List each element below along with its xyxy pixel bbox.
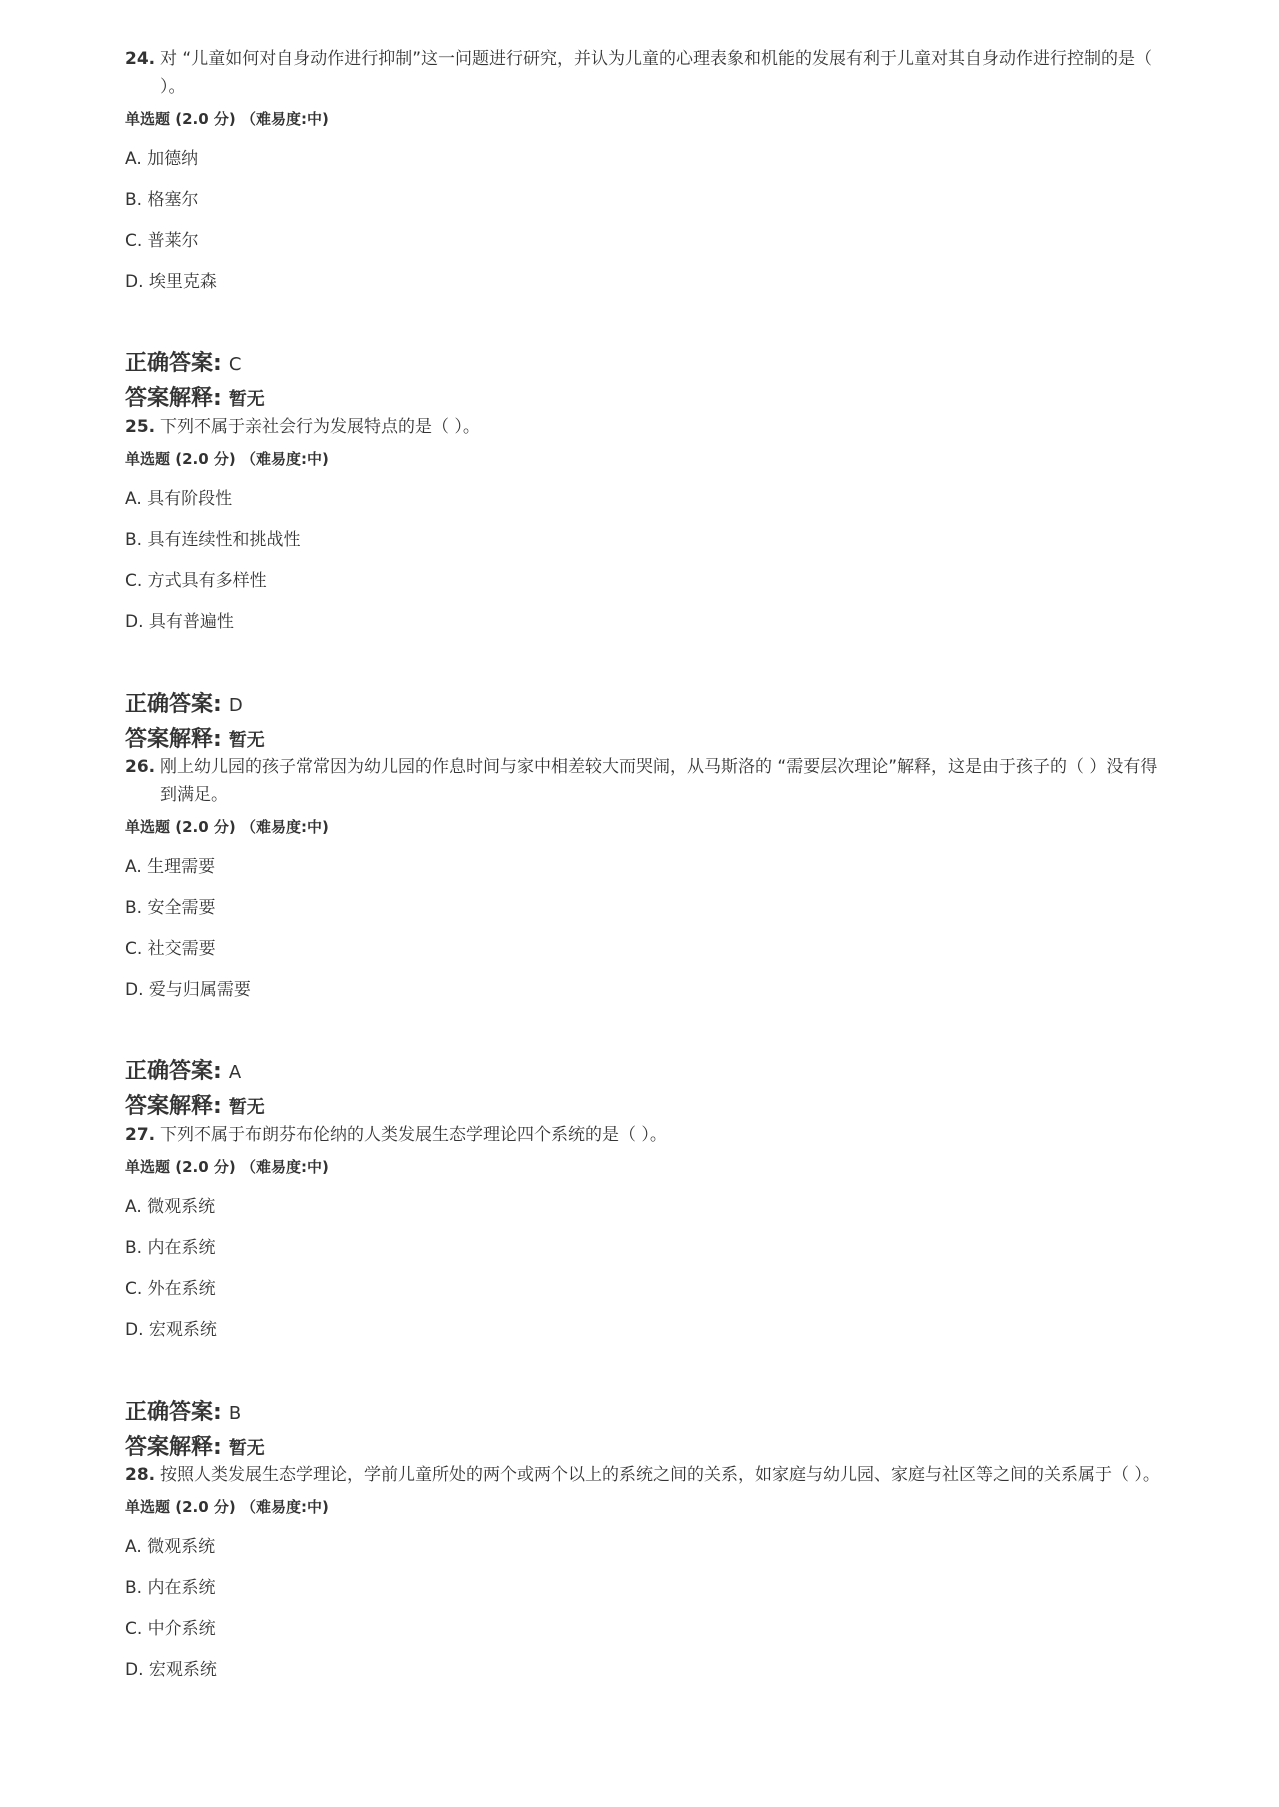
explanation-label: 答案解释: xyxy=(125,727,222,752)
option-c: C. 普莱尔 xyxy=(125,231,199,251)
question-meta: 单选题 (2.0 分) （难易度:中) xyxy=(125,110,329,128)
option-a: A. 具有阶段性 xyxy=(125,489,233,509)
question-stem xyxy=(125,45,1160,101)
correct-answer-value: B xyxy=(228,1403,242,1424)
option-a: A. 加德纳 xyxy=(125,149,199,169)
answer-block-27 xyxy=(125,1396,265,1466)
explanation-label: 答案解释: xyxy=(125,1435,222,1460)
correct-answer-label: 正确答案: xyxy=(125,1059,222,1084)
explanation-value: 暂无 xyxy=(228,1097,265,1118)
option-c: C. 社交需要 xyxy=(125,939,216,959)
question-meta: 单选题 (2.0 分) （难易度:中) xyxy=(125,1498,329,1516)
option-d: D. 宏观系统 xyxy=(125,1660,217,1680)
explanation-label: 答案解释: xyxy=(125,386,222,411)
option-b: B. 具有连续性和挑战性 xyxy=(125,530,301,550)
answer-block-24 xyxy=(125,347,265,417)
question-number: 25. xyxy=(125,417,156,437)
option-c: C. 外在系统 xyxy=(125,1279,216,1299)
option-c: C. 中介系统 xyxy=(125,1619,216,1639)
question-28 xyxy=(125,1461,1160,1691)
question-number: 27. xyxy=(125,1125,156,1145)
question-text: 下列不属于布朗芬布伦纳的人类发展生态学理论四个系统的是（ ）。 xyxy=(160,1125,667,1145)
question-stem xyxy=(125,413,1160,441)
answer-block-26 xyxy=(125,1055,265,1125)
question-27 xyxy=(125,1121,1160,1351)
question-number: 24. xyxy=(125,49,156,69)
correct-answer xyxy=(125,688,265,723)
question-text: 下列不属于亲社会行为发展特点的是（ ）。 xyxy=(160,417,480,437)
option-d: D. 埃里克森 xyxy=(125,272,217,292)
option-b: B. 格塞尔 xyxy=(125,190,199,210)
explanation-value: 暂无 xyxy=(228,1438,265,1459)
correct-answer xyxy=(125,347,265,382)
option-b: B. 安全需要 xyxy=(125,898,216,918)
correct-answer xyxy=(125,1396,265,1431)
correct-answer-value: D xyxy=(228,695,243,716)
question-26 xyxy=(125,753,1160,1011)
option-d: D. 具有普遍性 xyxy=(125,612,234,632)
explanation-value: 暂无 xyxy=(228,389,265,410)
option-d: D. 爱与归属需要 xyxy=(125,980,251,1000)
correct-answer-label: 正确答案: xyxy=(125,692,222,717)
option-a: A. 生理需要 xyxy=(125,857,216,877)
question-meta: 单选题 (2.0 分) （难易度:中) xyxy=(125,1158,329,1176)
correct-answer xyxy=(125,1055,265,1090)
correct-answer-label: 正确答案: xyxy=(125,1400,222,1425)
question-text: 刚上幼儿园的孩子常常因为幼儿园的作息时间与家中相差较大而哭闹，从马斯洛的 “需要层次理论”解释，这是由于孩子的（ ）没有得到满足。 xyxy=(160,757,1158,805)
answer-explanation xyxy=(125,382,265,417)
option-list xyxy=(125,479,1160,643)
question-stem xyxy=(125,1461,1160,1489)
question-text: 对 “儿童如何对自身动作进行抑制”这一问题进行研究，并认为儿童的心理表象和机能的发展有利于儿童对其自身动作进行控制的是（ ）。 xyxy=(160,49,1153,97)
answer-block-25 xyxy=(125,688,265,758)
question-24 xyxy=(125,45,1160,303)
option-list xyxy=(125,1187,1160,1351)
answer-explanation xyxy=(125,1090,265,1125)
explanation-label: 答案解释: xyxy=(125,1094,222,1119)
option-a: A. 微观系统 xyxy=(125,1537,216,1557)
question-stem xyxy=(125,1121,1160,1149)
correct-answer-value: A xyxy=(228,1062,242,1083)
correct-answer-label: 正确答案: xyxy=(125,351,222,376)
question-number: 26. xyxy=(125,757,156,777)
option-b: B. 内在系统 xyxy=(125,1238,216,1258)
question-meta: 单选题 (2.0 分) （难易度:中) xyxy=(125,818,329,836)
question-text: 按照人类发展生态学理论，学前儿童所处的两个或两个以上的系统之间的关系，如家庭与幼儿园、家庭与社区等之间的关系属于（ ）。 xyxy=(160,1465,1160,1485)
option-c: C. 方式具有多样性 xyxy=(125,571,267,591)
question-number: 28. xyxy=(125,1465,156,1485)
option-list xyxy=(125,1527,1160,1691)
question-25 xyxy=(125,413,1160,643)
option-a: A. 微观系统 xyxy=(125,1197,216,1217)
option-d: D. 宏观系统 xyxy=(125,1320,217,1340)
correct-answer-value: C xyxy=(228,354,242,375)
explanation-value: 暂无 xyxy=(228,730,265,751)
question-stem xyxy=(125,753,1160,809)
option-list xyxy=(125,847,1160,1011)
option-list xyxy=(125,139,1160,303)
question-meta: 单选题 (2.0 分) （难易度:中) xyxy=(125,450,329,468)
option-b: B. 内在系统 xyxy=(125,1578,216,1598)
